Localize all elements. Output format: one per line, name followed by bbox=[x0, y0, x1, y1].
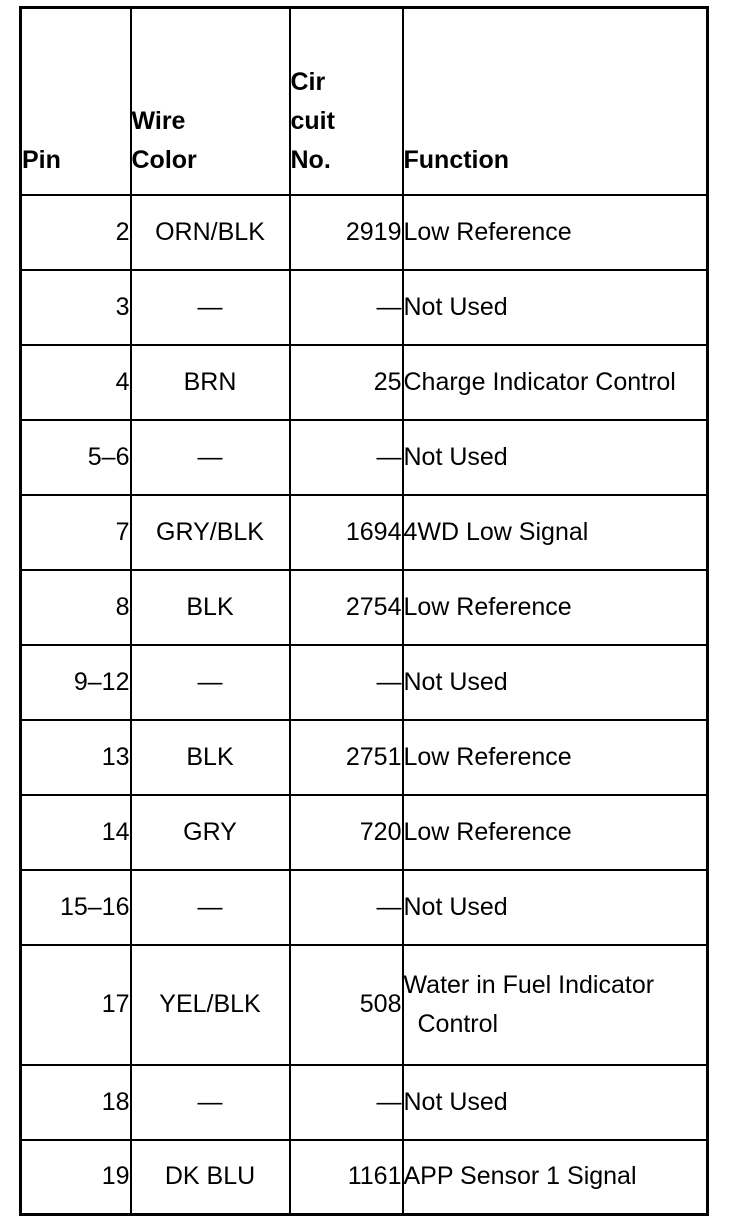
circuit-number-cell: — bbox=[290, 870, 403, 945]
table-row bbox=[21, 870, 708, 945]
wire-color-cell: BLK bbox=[131, 720, 290, 795]
pin-cell: 19 bbox=[21, 1140, 131, 1215]
circuit-number-cell: 508 bbox=[290, 945, 403, 1065]
circuit-number-cell: 2751 bbox=[290, 720, 403, 795]
table-row bbox=[21, 945, 708, 1065]
pin-cell: 5–6 bbox=[21, 420, 131, 495]
table-row bbox=[21, 720, 708, 795]
wire-color-cell: YEL/BLK bbox=[131, 945, 290, 1065]
wire-color-cell: ORN/BLK bbox=[131, 195, 290, 270]
function-cell: APP Sensor 1 Signal bbox=[403, 1140, 708, 1215]
function-text-line1: Water in Fuel Indicator bbox=[403, 970, 655, 999]
function-cell bbox=[403, 945, 708, 1065]
function-cell: 4WD Low Signal bbox=[403, 495, 708, 570]
pin-column-header bbox=[21, 8, 131, 195]
circuit-number-cell: — bbox=[290, 420, 403, 495]
circuit-number-cell: 2919 bbox=[290, 195, 403, 270]
table-row bbox=[21, 195, 708, 270]
wire-color-cell: — bbox=[131, 645, 290, 720]
wire-color-column-header bbox=[131, 8, 290, 195]
pin-cell: 2 bbox=[21, 195, 131, 270]
pin-cell: 18 bbox=[21, 1065, 131, 1140]
wire-color-header-line1: Wire bbox=[131, 107, 186, 135]
wire-color-cell: DK BLU bbox=[131, 1140, 290, 1215]
table-row bbox=[21, 570, 708, 645]
function-header-text: Function bbox=[403, 145, 510, 174]
function-cell: Not Used bbox=[403, 270, 708, 345]
pin-cell: 15–16 bbox=[21, 870, 131, 945]
circuit-number-cell: 1161 bbox=[290, 1140, 403, 1215]
table-row bbox=[21, 420, 708, 495]
table-row bbox=[21, 495, 708, 570]
wire-color-header-line2: Color bbox=[131, 145, 197, 174]
circuit-header-line1: Cir bbox=[290, 68, 326, 97]
pin-cell: 14 bbox=[21, 795, 131, 870]
circuit-number-cell: 2754 bbox=[290, 570, 403, 645]
pin-cell: 3 bbox=[21, 270, 131, 345]
wire-color-cell: BLK bbox=[131, 570, 290, 645]
pin-header-text: Pin bbox=[22, 145, 61, 174]
function-cell: Low Reference bbox=[403, 795, 708, 870]
function-cell: Low Reference bbox=[403, 720, 708, 795]
table-row bbox=[21, 345, 708, 420]
wire-color-cell: — bbox=[131, 1065, 290, 1140]
function-cell: Not Used bbox=[403, 645, 708, 720]
wire-color-cell: GRY/BLK bbox=[131, 495, 290, 570]
pin-cell: 17 bbox=[21, 945, 131, 1065]
circuit-number-cell: 720 bbox=[290, 795, 403, 870]
function-cell: Charge Indicator Control bbox=[403, 345, 708, 420]
function-cell: Low Reference bbox=[403, 195, 708, 270]
table-row bbox=[21, 1065, 708, 1140]
function-cell: Not Used bbox=[403, 870, 708, 945]
function-cell: Low Reference bbox=[403, 570, 708, 645]
pin-cell: 9–12 bbox=[21, 645, 131, 720]
function-cell: Not Used bbox=[403, 420, 708, 495]
wire-color-cell: BRN bbox=[131, 345, 290, 420]
connector-pinout-table bbox=[19, 6, 709, 1216]
circuit-header-line2: cuit bbox=[290, 107, 335, 135]
circuit-number-column-header bbox=[290, 8, 403, 195]
pin-cell: 8 bbox=[21, 570, 131, 645]
table-row bbox=[21, 1140, 708, 1215]
function-cell: Not Used bbox=[403, 1065, 708, 1140]
circuit-number-cell: 25 bbox=[290, 345, 403, 420]
circuit-number-cell: 1694 bbox=[290, 495, 403, 570]
wire-color-cell: — bbox=[131, 270, 290, 345]
function-column-header bbox=[403, 8, 708, 195]
pin-cell: 4 bbox=[21, 345, 131, 420]
circuit-number-cell: — bbox=[290, 645, 403, 720]
circuit-number-cell: — bbox=[290, 1065, 403, 1140]
circuit-number-cell: — bbox=[290, 270, 403, 345]
table-row bbox=[21, 795, 708, 870]
table-row bbox=[21, 270, 708, 345]
wire-color-cell: — bbox=[131, 870, 290, 945]
table-row bbox=[21, 645, 708, 720]
table-header-row bbox=[21, 8, 708, 195]
circuit-header-line3: No. bbox=[290, 145, 331, 174]
pin-cell: 7 bbox=[21, 495, 131, 570]
function-text-line2: Control bbox=[417, 1009, 499, 1038]
wire-color-cell: — bbox=[131, 420, 290, 495]
pin-cell: 13 bbox=[21, 720, 131, 795]
wire-color-cell: GRY bbox=[131, 795, 290, 870]
